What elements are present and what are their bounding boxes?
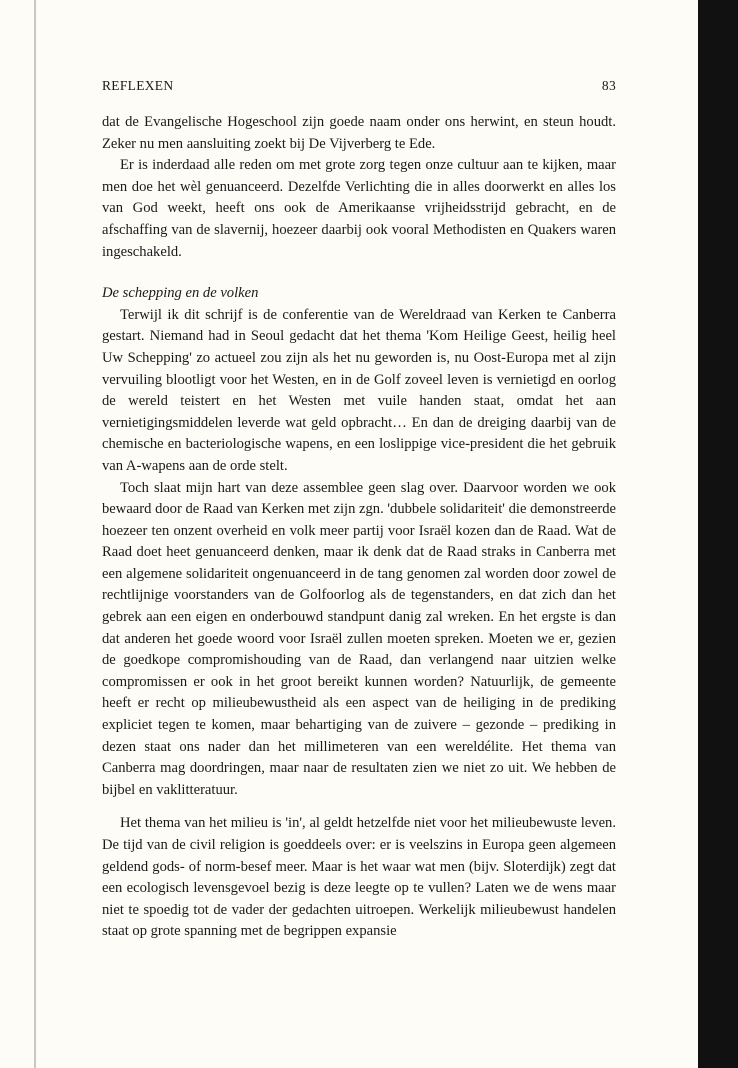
paragraph-continued: dat de Evangelische Hogeschool zijn goede naam onder ons herwint, en steun houdt. Zeker nu men aansluiting zoekt bij De Vijverberg te Ede. [102,114,616,152]
body-text [102,112,616,943]
section-heading: De schepping en de volken [102,285,259,302]
paragraph: Toch slaat mijn hart van deze assemblee geen slag over. Daarvoor worden we ook bewaard door de Raad van Kerken met zijn zgn. 'dubbele solidariteit' die demonstreerde hoezeer ten onzent overheid en volk meer partij voor Israël kozen dan de Raad. Wat de Raad doet heet genuanceerd denken, maar ik denk dat de Raad straks in Canberra met een algemene solidariteit ongenuanceerd in de tang genomen zal worden door zowel de rechtlijnige voorstanders van de Golfoorlog als de tegenstanders, en dat zich dan het gebrek aan een eigen en onderbouwd standpunt danig zal wreken. En het ergste is dan dat anderen het goede woord voor Israël zullen moeten spreken. Moeten we er, gezien de goedkope compromishouding van de Raad, dan verlangend naar uitzien welke compromissen er ook in het groot bereikt kunnen worden? Natuurlijk, de gemeente heeft er recht op milieubewustheid als een aspect van de heiliging in de prediking expliciet tegen te komen, maar behartiging van de zuivere – gezonde – prediking in dezen staat ons nader dan het millimeteren van een wereldélite. Het thema van Canberra mag doordringen, maar naar de resultaten zien we niet zo uit. We hebben de bijbel en vaklitteratuur. [102,479,616,798]
scan-border [698,0,738,1068]
page-number: 83 [601,78,616,93]
running-header [102,78,616,96]
page-gutter-line [34,0,36,1068]
paragraph: Terwijl ik dit schrijf is de conferentie van de Wereldraad van Kerken te Canberra gestart. Niemand had in Seoul gedacht dat het thema 'Kom Heilige Geest, heilig heel Uw Schepping' zo actueel zou zijn als het nu geworden is, nu Oost-Europa met al zijn vervuiling blootligt voor het Westen, en in de Golf zoveel leven is vernietigd en oorlog de wereld teistert en het Westen met vuile handen staat, omdat het aan vernietigingsmiddelen leverde wat geld opbracht… En dan de dreiging daarbij van de chemische en bacteriologische wapens, en een loslippige vice-president die het gebruik van A-wapens aan de orde stelt. [102,306,616,474]
paragraph: Het thema van het milieu is 'in', al geldt hetzelfde niet voor het milieubewuste leven. De tijd van de civil religion is goeddeels over: er is veelszins in Europa geen algemeen geldend gods- of norm-besef meer. Maar is het waar wat men (bijv. Sloterdijk) zegt dat een ecologisch levensgevoel bezig is deze leegte op te vullen? Laten we de wens maar niet te spoedig tot de vader der gedachten uitroepen. Werkelijk milieubewust handelen staat op grote spanning met de begrippen expansie [102,815,616,940]
paragraph: Er is inderdaad alle reden om met grote zorg tegen onze cultuur aan te kijken, maar men doe het wèl genuanceerd. Dezelfde Verlichting die in alles doorwerkt en alles los van God weekt, heeft ons ook de Amerikaanse vrijheidsstrijd gebracht, en de afschaffing van de slavernij, hoezeer daarbij ook vooral Methodisten en Quakers waren ingeschakeld. [102,157,616,260]
running-title: REFLEXEN [102,78,174,93]
